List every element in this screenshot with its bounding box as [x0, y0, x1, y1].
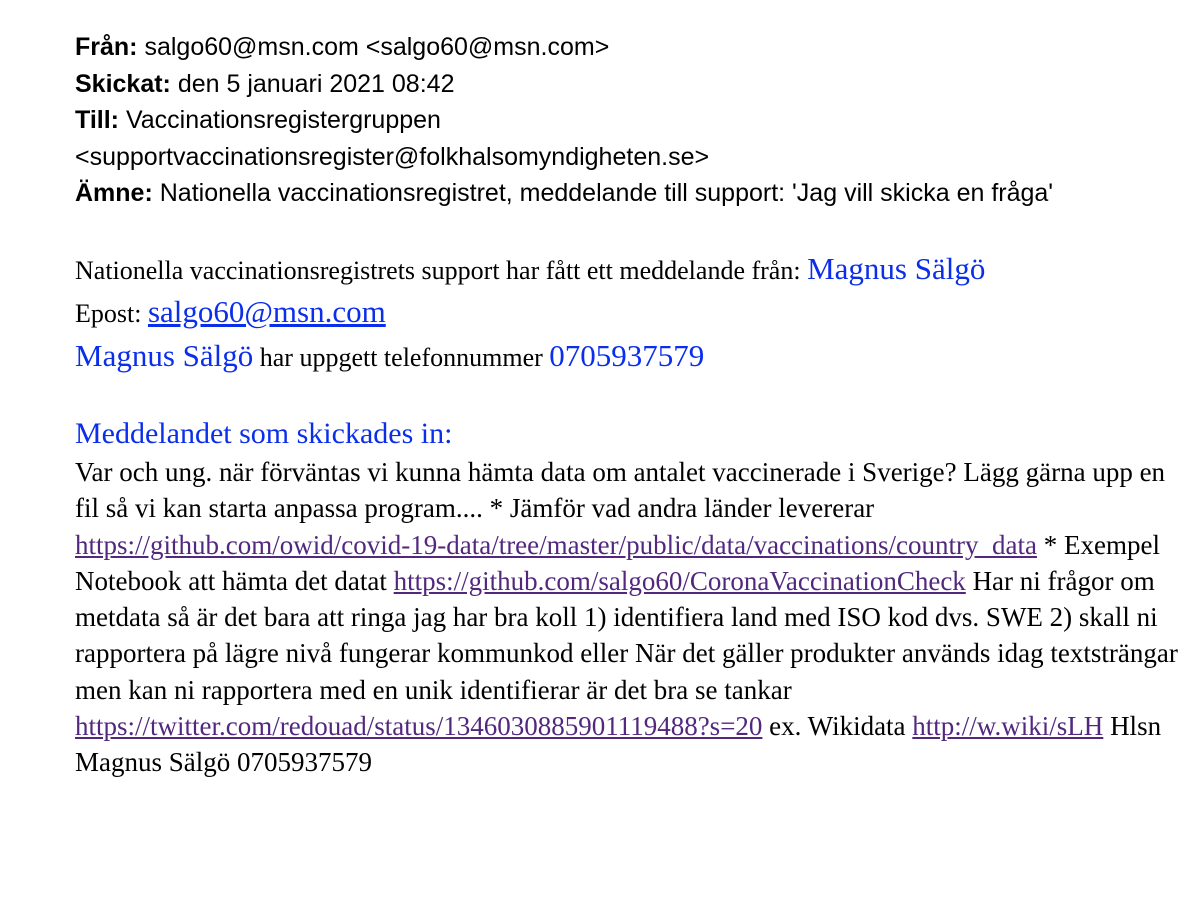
spacer — [75, 212, 1195, 248]
email-header — [75, 29, 1195, 212]
message-text: ex. Wikidata — [762, 711, 913, 742]
to-value: Vaccinationsregistergruppen — [125, 106, 441, 134]
wikidata-link[interactable]: http://w.wiki/sLH — [912, 711, 1104, 742]
email-line — [75, 291, 1195, 335]
to-address-row — [75, 139, 1195, 176]
message-heading: Meddelandet som skickades in: — [75, 417, 453, 450]
twitter-link[interactable]: https://twitter.com/redouad/status/1346030885901119488?s=20 — [75, 711, 763, 742]
message-text: Har ni frågor om metdata så är det bara att ringa jag har bra koll 1) identifiera land med ISO kod dvs. SWE 2) skall ni rapportera på lägre nivå fungerar kommunkod eller När det gäller produkter används idag textsträngar men kan ni rapportera med en unik identifierar är det bra se tankar — [75, 565, 1178, 705]
intro-line — [75, 248, 1195, 292]
subject-value: Nationella vaccinationsregistret, meddelande till support: 'Jag vill skicka en fråga' — [159, 179, 1054, 207]
spacer — [75, 378, 1195, 414]
message-body — [75, 454, 1180, 781]
email-document — [75, 29, 1195, 781]
subject-label: Ämne: — [75, 179, 153, 207]
message-text: Hlsn Magnus Sälgö 0705937579 — [75, 711, 1162, 778]
phone-text: har uppgett telefonnummer — [259, 342, 543, 372]
message-text: * Exempel Notebook att hämta det datat — [75, 529, 1160, 596]
phone-name: Magnus Sälgö — [75, 337, 254, 373]
email-label: Epost: — [75, 299, 142, 328]
sent-row — [75, 66, 1195, 103]
intro-text: Nationella vaccinationsregistrets support har fått ett meddelande från: — [75, 255, 801, 285]
to-label: Till: — [75, 106, 119, 134]
message-text: Var och ung. när förväntas vi kunna hämta data om antalet vaccinerade i Sverige? Lägg gärna upp en fil så vi kan starta anpassa program.... * Jämför vad andra länder levererar — [75, 457, 1166, 524]
subject-row — [75, 175, 1155, 212]
sender-name: Magnus Sälgö — [807, 250, 986, 286]
sender-email-link[interactable]: salgo60@msn.com — [147, 294, 386, 329]
sent-label: Skickat: — [75, 69, 171, 98]
github-notebook-link[interactable]: https://github.com/salgo60/CoronaVaccinationCheck — [393, 565, 966, 596]
to-row — [75, 102, 1195, 139]
phone-number: 0705937579 — [549, 337, 705, 373]
from-row — [75, 29, 1195, 66]
intro-block — [75, 248, 1195, 379]
sent-value: den 5 januari 2021 08:42 — [177, 69, 455, 98]
owid-link[interactable]: https://github.com/owid/covid-19-data/tree/master/public/data/vaccinations/country_data — [75, 529, 1037, 560]
to-address: <supportvaccinationsregister@folkhalsomyndigheten.se> — [75, 142, 710, 171]
from-label: Från: — [75, 33, 138, 61]
from-value: salgo60@msn.com <salgo60@msn.com> — [144, 33, 610, 61]
phone-line — [75, 335, 1195, 379]
